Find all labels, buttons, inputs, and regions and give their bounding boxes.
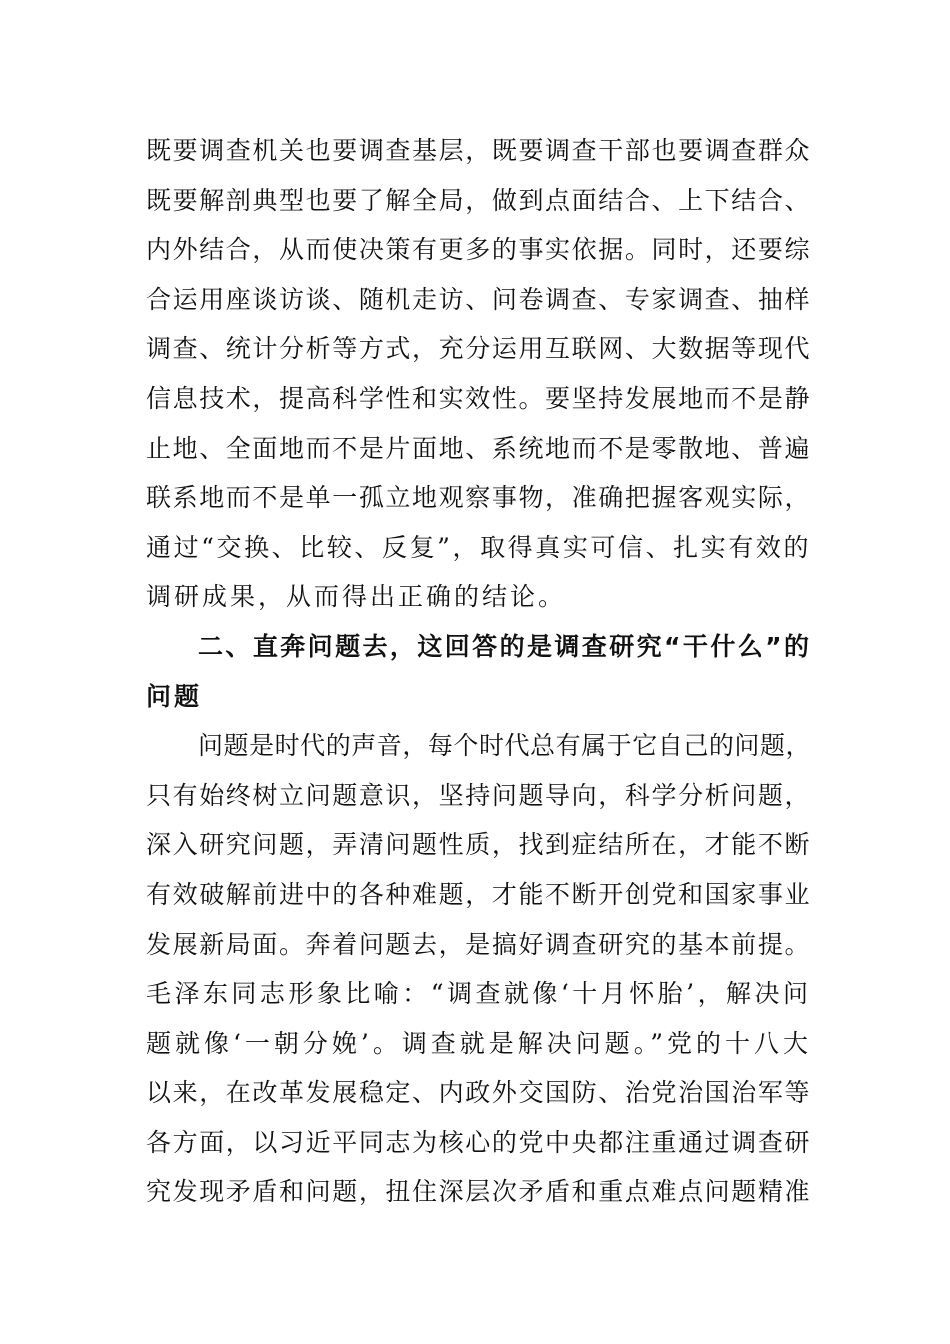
- text-line: 究发现矛盾和问题，扭住深层次矛盾和重点难点问题精准: [146, 1177, 811, 1207]
- text-line: 止地、全面地而不是片面地、系统地而不是零散地、普遍: [146, 433, 811, 463]
- text-line: 发展新局面。奔着问题去，是搞好调查研究的基本前提。: [146, 929, 811, 959]
- text-line: 只有始终树立问题意识，坚持问题导向，科学分析问题，: [146, 780, 811, 810]
- heading-line: 问题: [146, 681, 203, 711]
- paragraph-survey-methods: [146, 126, 811, 622]
- text-line: 既要调查机关也要调查基层，既要调查干部也要调查群众: [146, 136, 811, 165]
- text-line: 题就像‘一朝分娩’。调查就是解决问题。”党的十八大: [146, 1028, 811, 1058]
- text-line: 各方面，以习近平同志为核心的党中央都注重通过调查研: [146, 1127, 811, 1157]
- text-line: 内外结合，从而使决策有更多的事实依据。同时，还要综: [146, 235, 811, 265]
- text-line: 深入研究问题，弄清问题性质，找到症结所在，才能不断: [146, 830, 811, 860]
- text-line: 毛泽东同志形象比喻：“调查就像‘十月怀胎’，解决问: [146, 979, 811, 1009]
- text-line: 既要解剖典型也要了解全局，做到点面结合、上下结合、: [146, 185, 811, 215]
- heading-line: 二、直奔问题去，这回答的是调查研究“干什么”的: [198, 631, 811, 661]
- paragraph-problem-oriented: [146, 721, 811, 1217]
- text-line: 调研成果，从而得出正确的结论。: [146, 582, 567, 612]
- text-line: 信息技术，提高科学性和实效性。要坚持发展地而不是静: [146, 383, 811, 413]
- section-heading-2: [146, 622, 811, 721]
- text-line: 以来，在改革发展稳定、内政外交国防、治党治国治军等: [146, 1078, 811, 1108]
- text-line: 合运用座谈访谈、随机走访、问卷调查、专家调查、抽样: [146, 284, 811, 314]
- text-line: 调查、统计分析等方式，充分运用互联网、大数据等现代: [146, 334, 811, 364]
- text-line: 联系地而不是单一孤立地观察事物，准确把握客观实际，: [146, 483, 811, 513]
- text-line: 有效破解前进中的各种难题，才能不断开创党和国家事业: [146, 879, 811, 909]
- text-line: 通过“交换、比较、反复”，取得真实可信、扎实有效的: [146, 532, 811, 562]
- text-line: 问题是时代的声音，每个时代总有属于它自己的问题，: [198, 731, 811, 761]
- document-page: [146, 126, 811, 1217]
